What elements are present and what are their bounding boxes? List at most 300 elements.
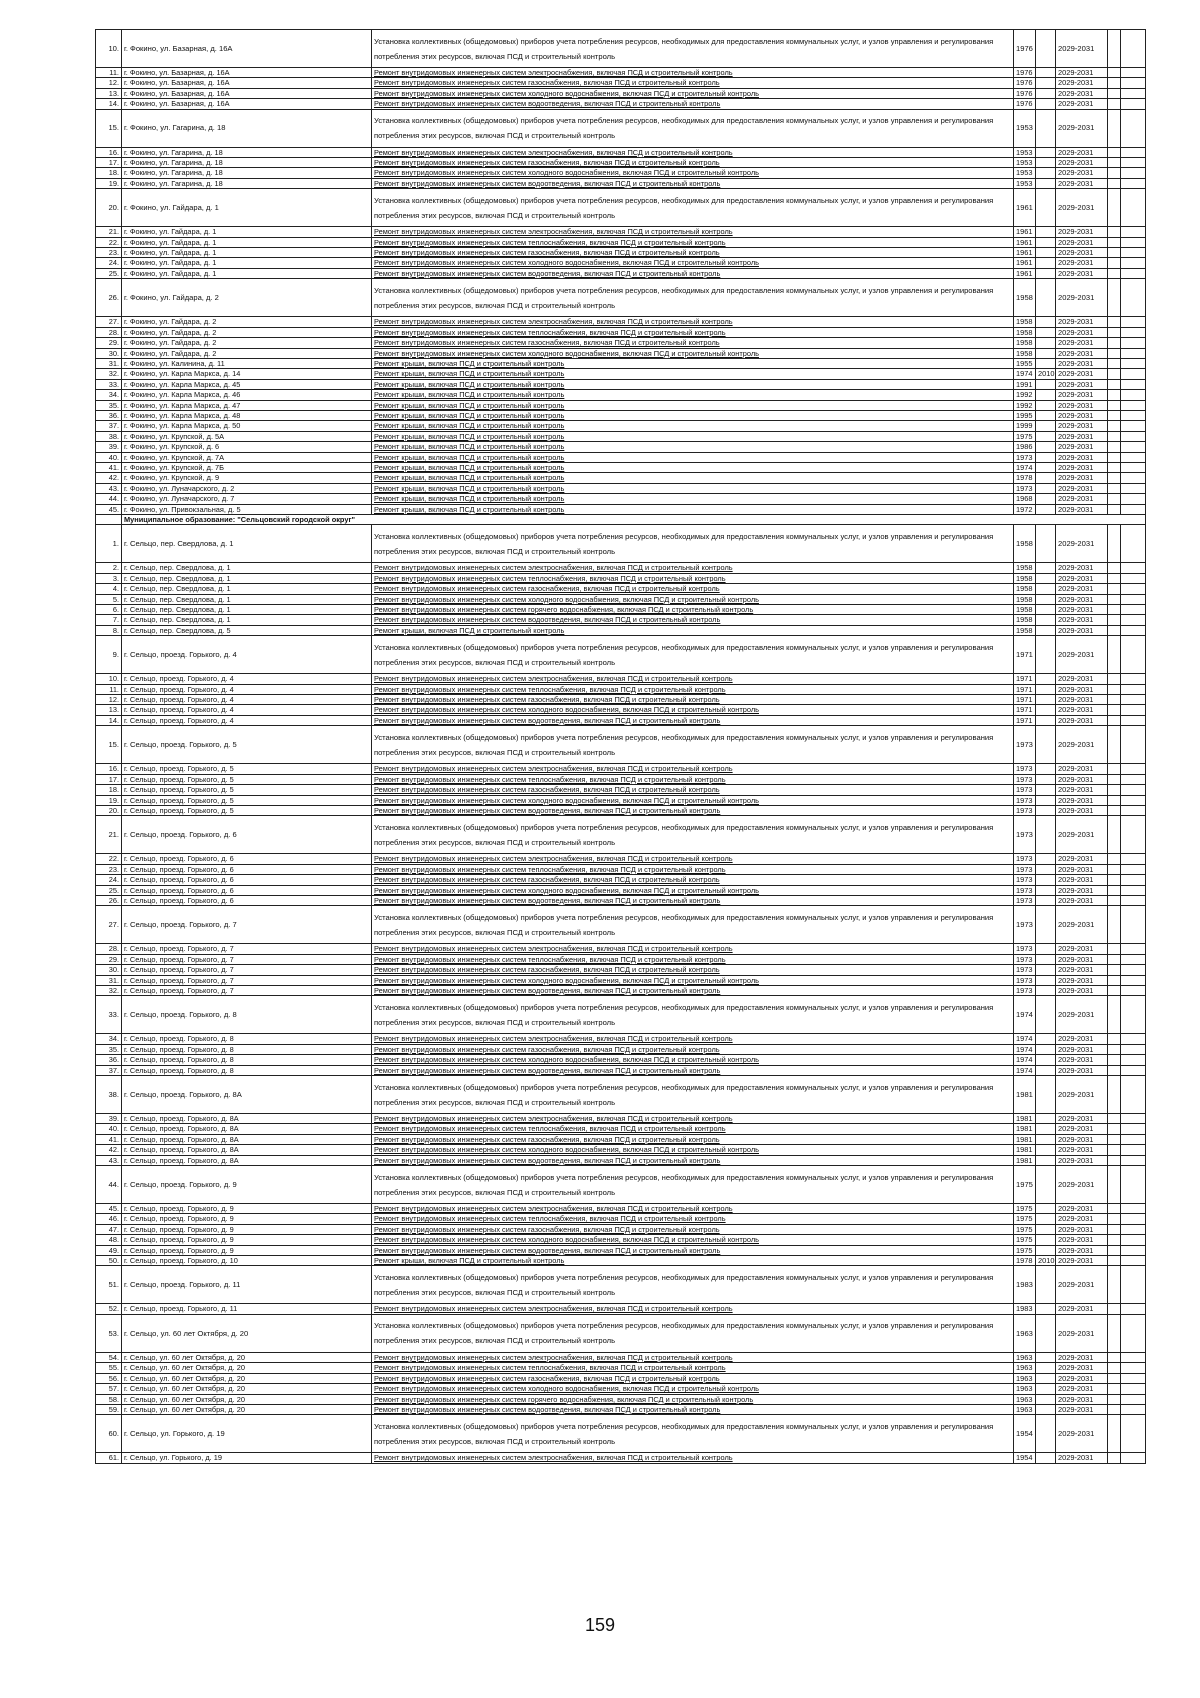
address-cell: г. Сельцо, проезд. Горького, д. 7 xyxy=(122,906,372,944)
empty-cell xyxy=(1108,1034,1121,1044)
last-repair-year-cell xyxy=(1036,1055,1056,1065)
work-type-cell: Установка коллективных (общедомовых) приборов учета потребления ресурсов, необходимых для предоставления коммунальных услуг, и узлов управления и регулирования потребления этих ресурсов, включая ПСД и строительный контроль xyxy=(372,1076,1014,1114)
commission-year-cell: 1958 xyxy=(1014,279,1036,317)
empty-cell xyxy=(1121,1245,1146,1255)
last-repair-year-cell xyxy=(1036,248,1056,258)
empty-cell xyxy=(1121,400,1146,410)
repair-period-cell: 2029-2031 xyxy=(1056,816,1108,854)
table-row xyxy=(96,975,1146,985)
row-number-cell: 51. xyxy=(96,1266,122,1304)
work-type-cell: Ремонт внутридомовых инженерных систем теплоснабжения, включая ПСД и строительный контроль xyxy=(372,1214,1014,1224)
commission-year-cell: 1976 xyxy=(1014,99,1036,109)
empty-cell xyxy=(1121,268,1146,278)
commission-year-cell: 1961 xyxy=(1014,237,1036,247)
commission-year-cell: 1973 xyxy=(1014,726,1036,764)
table-row xyxy=(96,1155,1146,1165)
repair-period-cell: 2029-2031 xyxy=(1056,1453,1108,1463)
empty-cell xyxy=(1121,109,1146,147)
address-cell: г. Сельцо, проезд. Горького, д. 5 xyxy=(122,785,372,795)
repair-period-cell: 2029-2031 xyxy=(1056,996,1108,1034)
commission-year-cell: 1975 xyxy=(1014,1166,1036,1204)
address-cell: г. Сельцо, проезд. Горького, д. 6 xyxy=(122,816,372,854)
row-number-cell: 45. xyxy=(96,504,122,514)
commission-year-cell: 1968 xyxy=(1014,494,1036,504)
empty-cell xyxy=(1121,816,1146,854)
repair-period-cell: 2029-2031 xyxy=(1056,410,1108,420)
last-repair-year-cell xyxy=(1036,944,1056,954)
table-row xyxy=(96,473,1146,483)
address-cell: г. Фокино, ул. Карла Маркса, д. 45 xyxy=(122,379,372,389)
commission-year-cell: 1973 xyxy=(1014,795,1036,805)
last-repair-year-cell xyxy=(1036,795,1056,805)
empty-cell xyxy=(1108,78,1121,88)
repair-period-cell: 2029-2031 xyxy=(1056,1114,1108,1124)
work-type-cell: Ремонт внутридомовых инженерных систем электроснабжения, включая ПСД и строительный контроль xyxy=(372,563,1014,573)
row-number-cell: 41. xyxy=(96,1134,122,1144)
address-cell: г. Сельцо, пер. Свердлова, д. 5 xyxy=(122,625,372,635)
empty-cell xyxy=(1108,1055,1121,1065)
address-cell: г. Фокино, ул. Гагарина, д. 18 xyxy=(122,168,372,178)
last-repair-year-cell xyxy=(1036,525,1056,563)
work-type-cell: Ремонт внутридомовых инженерных систем водоотведения, включая ПСД и строительный контроль xyxy=(372,715,1014,725)
commission-year-cell: 1961 xyxy=(1014,227,1036,237)
work-type-cell: Ремонт крыши, включая ПСД и строительный контроль xyxy=(372,473,1014,483)
table-row xyxy=(96,1363,1146,1373)
work-type-cell: Ремонт крыши, включая ПСД и строительный контроль xyxy=(372,369,1014,379)
work-type-cell: Ремонт внутридомовых инженерных систем горячего водоснабжения, включая ПСД и строительный контроль xyxy=(372,605,1014,615)
repair-period-cell: 2029-2031 xyxy=(1056,1044,1108,1054)
table-row xyxy=(96,906,1146,944)
empty-cell xyxy=(1108,30,1121,68)
work-type-cell: Ремонт крыши, включая ПСД и строительный контроль xyxy=(372,379,1014,389)
commission-year-cell: 1991 xyxy=(1014,379,1036,389)
empty-cell xyxy=(1121,1224,1146,1234)
row-number-cell: 24. xyxy=(96,258,122,268)
row-number-cell: 50. xyxy=(96,1256,122,1266)
commission-year-cell: 1973 xyxy=(1014,885,1036,895)
empty-cell xyxy=(1121,1034,1146,1044)
row-number-cell: 47. xyxy=(96,1224,122,1234)
repair-period-cell: 2029-2031 xyxy=(1056,944,1108,954)
empty-cell xyxy=(1121,227,1146,237)
empty-cell xyxy=(1108,875,1121,885)
empty-cell xyxy=(1108,1266,1121,1304)
row-number-cell: 12. xyxy=(96,695,122,705)
commission-year-cell: 1983 xyxy=(1014,1304,1036,1314)
row-number-cell: 34. xyxy=(96,390,122,400)
table-row xyxy=(96,764,1146,774)
last-repair-year-cell xyxy=(1036,473,1056,483)
table-row xyxy=(96,1076,1146,1114)
row-number-cell: 25. xyxy=(96,885,122,895)
repair-period-cell: 2029-2031 xyxy=(1056,473,1108,483)
commission-year-cell: 1954 xyxy=(1014,1415,1036,1453)
repair-period-cell: 2029-2031 xyxy=(1056,483,1108,493)
last-repair-year-cell xyxy=(1036,1453,1056,1463)
row-number-cell: 23. xyxy=(96,864,122,874)
address-cell: г. Фокино, ул. Луначарского, д. 7 xyxy=(122,494,372,504)
address-cell: г. Фокино, ул. Карла Маркса, д. 47 xyxy=(122,400,372,410)
address-cell: г. Фокино, ул. Карла Маркса, д. 50 xyxy=(122,421,372,431)
empty-cell xyxy=(1121,1145,1146,1155)
table-row xyxy=(96,431,1146,441)
table-row xyxy=(96,695,1146,705)
repair-period-cell: 2029-2031 xyxy=(1056,462,1108,472)
empty-cell xyxy=(1108,168,1121,178)
empty-cell xyxy=(1121,358,1146,368)
repair-period-cell: 2029-2031 xyxy=(1056,494,1108,504)
empty-cell xyxy=(1121,805,1146,815)
repair-period-cell: 2029-2031 xyxy=(1056,88,1108,98)
table-row xyxy=(96,1034,1146,1044)
row-number-cell: 60. xyxy=(96,1415,122,1453)
table-row xyxy=(96,715,1146,725)
empty-cell xyxy=(1108,327,1121,337)
empty-cell xyxy=(1108,1304,1121,1314)
last-repair-year-cell xyxy=(1036,1235,1056,1245)
empty-cell xyxy=(1108,1453,1121,1463)
table-row xyxy=(96,109,1146,147)
empty-cell xyxy=(1121,1055,1146,1065)
empty-cell xyxy=(1121,178,1146,188)
empty-cell xyxy=(1121,462,1146,472)
repair-period-cell: 2029-2031 xyxy=(1056,1363,1108,1373)
work-type-cell: Ремонт внутридомовых инженерных систем водоотведения, включая ПСД и строительный контроль xyxy=(372,99,1014,109)
work-type-cell: Ремонт внутридомовых инженерных систем электроснабжения, включая ПСД и строительный контроль xyxy=(372,1034,1014,1044)
work-type-cell: Ремонт внутридомовых инженерных систем водоотведения, включая ПСД и строительный контроль xyxy=(372,1155,1014,1165)
row-number-cell: 9. xyxy=(96,636,122,674)
table-row xyxy=(96,452,1146,462)
last-repair-year-cell xyxy=(1036,965,1056,975)
commission-year-cell: 1971 xyxy=(1014,715,1036,725)
last-repair-year-cell xyxy=(1036,1204,1056,1214)
empty-cell xyxy=(1108,605,1121,615)
last-repair-year-cell xyxy=(1036,178,1056,188)
empty-cell xyxy=(1121,279,1146,317)
row-number-cell: 11. xyxy=(96,68,122,78)
commission-year-cell: 1963 xyxy=(1014,1394,1036,1404)
work-type-cell: Ремонт внутридомовых инженерных систем водоотведения, включая ПСД и строительный контроль xyxy=(372,895,1014,905)
row-number-cell: 15. xyxy=(96,726,122,764)
last-repair-year-cell xyxy=(1036,168,1056,178)
row-number-cell: 5. xyxy=(96,594,122,604)
last-repair-year-cell xyxy=(1036,327,1056,337)
address-cell: г. Сельцо, пер. Свердлова, д. 1 xyxy=(122,525,372,563)
empty-cell xyxy=(1121,625,1146,635)
address-cell: г. Сельцо, проезд. Горького, д. 4 xyxy=(122,684,372,694)
row-number-cell: 35. xyxy=(96,400,122,410)
work-type-cell: Ремонт внутридомовых инженерных систем водоотведения, включая ПСД и строительный контроль xyxy=(372,615,1014,625)
last-repair-year-cell xyxy=(1036,1394,1056,1404)
empty-cell xyxy=(1121,317,1146,327)
last-repair-year-cell xyxy=(1036,906,1056,944)
commission-year-cell: 1975 xyxy=(1014,1214,1036,1224)
address-cell: г. Сельцо, проезд. Горького, д. 8 xyxy=(122,996,372,1034)
work-type-cell: Ремонт внутридомовых инженерных систем газоснабжения, включая ПСД и строительный контроль xyxy=(372,1373,1014,1383)
row-number-cell: 40. xyxy=(96,452,122,462)
table-row xyxy=(96,1055,1146,1065)
repair-period-cell: 2029-2031 xyxy=(1056,317,1108,327)
last-repair-year-cell xyxy=(1036,158,1056,168)
commission-year-cell: 1981 xyxy=(1014,1145,1036,1155)
empty-cell xyxy=(1108,805,1121,815)
commission-year-cell: 1958 xyxy=(1014,317,1036,327)
empty-cell xyxy=(1108,764,1121,774)
repair-period-cell: 2029-2031 xyxy=(1056,452,1108,462)
row-number-cell: 39. xyxy=(96,442,122,452)
empty-cell xyxy=(1108,1245,1121,1255)
table-row xyxy=(96,854,1146,864)
repair-period-cell: 2029-2031 xyxy=(1056,178,1108,188)
table-row xyxy=(96,358,1146,368)
row-number-cell: 37. xyxy=(96,1065,122,1075)
row-number-cell: 20. xyxy=(96,805,122,815)
work-type-cell: Установка коллективных (общедомовых) приборов учета потребления ресурсов, необходимых для предоставления коммунальных услуг, и узлов управления и регулирования потребления этих ресурсов, включая ПСД и строительный контроль xyxy=(372,996,1014,1034)
address-cell: г. Фокино, ул. Гайдара, д. 1 xyxy=(122,268,372,278)
empty-cell xyxy=(1108,816,1121,854)
empty-cell xyxy=(1108,442,1121,452)
empty-cell xyxy=(1121,615,1146,625)
row-number-cell: 52. xyxy=(96,1304,122,1314)
empty-cell xyxy=(1121,390,1146,400)
empty-cell xyxy=(1121,965,1146,975)
address-cell: г. Сельцо, проезд. Горького, д. 6 xyxy=(122,864,372,874)
table-row xyxy=(96,227,1146,237)
address-cell: г. Сельцо, ул. 60 лет Октября, д. 20 xyxy=(122,1373,372,1383)
row-number-cell: 37. xyxy=(96,421,122,431)
table-row xyxy=(96,605,1146,615)
row-number-cell: 43. xyxy=(96,483,122,493)
table-row xyxy=(96,594,1146,604)
empty-cell xyxy=(1108,68,1121,78)
address-cell: г. Фокино, ул. Гайдара, д. 1 xyxy=(122,237,372,247)
empty-cell xyxy=(1108,279,1121,317)
work-type-cell: Ремонт внутридомовых инженерных систем теплоснабжения, включая ПСД и строительный контроль xyxy=(372,684,1014,694)
empty-cell xyxy=(1108,1373,1121,1383)
row-number-cell: 59. xyxy=(96,1404,122,1414)
empty-cell xyxy=(1108,158,1121,168)
empty-cell xyxy=(1108,317,1121,327)
repair-period-cell: 2029-2031 xyxy=(1056,774,1108,784)
empty-cell xyxy=(1108,1114,1121,1124)
empty-cell xyxy=(1108,1314,1121,1352)
work-type-cell: Ремонт внутридомовых инженерных систем теплоснабжения, включая ПСД и строительный контроль xyxy=(372,864,1014,874)
empty-cell xyxy=(1108,1394,1121,1404)
table-row xyxy=(96,494,1146,504)
empty-cell xyxy=(1121,237,1146,247)
table-row xyxy=(96,1166,1146,1204)
last-repair-year-cell xyxy=(1036,674,1056,684)
row-number-cell: 14. xyxy=(96,99,122,109)
table-row xyxy=(96,774,1146,784)
address-cell: г. Сельцо, проезд. Горького, д. 7 xyxy=(122,944,372,954)
commission-year-cell: 1963 xyxy=(1014,1384,1036,1394)
table-row xyxy=(96,726,1146,764)
table-row xyxy=(96,248,1146,258)
repair-period-cell: 2029-2031 xyxy=(1056,327,1108,337)
repair-period-cell: 2029-2031 xyxy=(1056,1235,1108,1245)
repair-period-cell: 2029-2031 xyxy=(1056,1055,1108,1065)
row-number-cell: 12. xyxy=(96,78,122,88)
row-number-cell: 21. xyxy=(96,816,122,854)
address-cell: г. Сельцо, ул. Горького, д. 19 xyxy=(122,1415,372,1453)
work-type-cell: Ремонт внутридомовых инженерных систем газоснабжения, включая ПСД и строительный контроль xyxy=(372,1134,1014,1144)
table-row xyxy=(96,421,1146,431)
last-repair-year-cell xyxy=(1036,764,1056,774)
repair-period-cell: 2029-2031 xyxy=(1056,1166,1108,1204)
table-row xyxy=(96,178,1146,188)
last-repair-year-cell xyxy=(1036,1373,1056,1383)
address-cell: г. Сельцо, проезд. Горького, д. 9 xyxy=(122,1204,372,1214)
commission-year-cell: 1976 xyxy=(1014,88,1036,98)
table-row xyxy=(96,1114,1146,1124)
empty-cell xyxy=(1121,854,1146,864)
row-number-cell: 17. xyxy=(96,158,122,168)
work-type-cell: Ремонт внутридомовых инженерных систем электроснабжения, включая ПСД и строительный контроль xyxy=(372,944,1014,954)
last-repair-year-cell xyxy=(1036,573,1056,583)
empty-cell xyxy=(1108,1404,1121,1414)
row-number-cell: 44. xyxy=(96,494,122,504)
commission-year-cell: 1975 xyxy=(1014,1245,1036,1255)
table-row xyxy=(96,895,1146,905)
empty-cell xyxy=(1121,78,1146,88)
last-repair-year-cell xyxy=(1036,279,1056,317)
work-type-cell: Ремонт внутридомовых инженерных систем газоснабжения, включая ПСД и строительный контроль xyxy=(372,248,1014,258)
work-type-cell: Установка коллективных (общедомовых) приборов учета потребления ресурсов, необходимых для предоставления коммунальных услуг, и узлов управления и регулирования потребления этих ресурсов, включая ПСД и строительный контроль xyxy=(372,525,1014,563)
work-type-cell: Ремонт внутридомовых инженерных систем газоснабжения, включая ПСД и строительный контроль xyxy=(372,965,1014,975)
table-row xyxy=(96,1214,1146,1224)
commission-year-cell: 1974 xyxy=(1014,462,1036,472)
last-repair-year-cell xyxy=(1036,483,1056,493)
empty-cell xyxy=(1108,504,1121,514)
repair-period-cell: 2029-2031 xyxy=(1056,854,1108,864)
row-number-cell: 46. xyxy=(96,1214,122,1224)
work-type-cell: Ремонт внутридомовых инженерных систем электроснабжения, включая ПСД и строительный контроль xyxy=(372,674,1014,684)
row-number-cell: 10. xyxy=(96,674,122,684)
row-number-cell: 45. xyxy=(96,1204,122,1214)
empty-cell xyxy=(1121,1266,1146,1304)
work-type-cell: Ремонт крыши, включая ПСД и строительный контроль xyxy=(372,390,1014,400)
table-row xyxy=(96,625,1146,635)
last-repair-year-cell xyxy=(1036,268,1056,278)
table-row xyxy=(96,985,1146,995)
empty-cell xyxy=(1121,483,1146,493)
address-cell: г. Сельцо, проезд. Горького, д. 4 xyxy=(122,705,372,715)
row-number-cell: 22. xyxy=(96,237,122,247)
work-type-cell: Ремонт внутридомовых инженерных систем водоотведения, включая ПСД и строительный контроль xyxy=(372,268,1014,278)
commission-year-cell: 1974 xyxy=(1014,1034,1036,1044)
last-repair-year-cell xyxy=(1036,975,1056,985)
work-type-cell: Ремонт внутридомовых инженерных систем водоотведения, включая ПСД и строительный контроль xyxy=(372,178,1014,188)
table-row xyxy=(96,1453,1146,1463)
row-number-cell: 19. xyxy=(96,795,122,805)
address-cell: г. Сельцо, проезд. Горького, д. 4 xyxy=(122,636,372,674)
last-repair-year-cell xyxy=(1036,1245,1056,1255)
municipality-heading: Муниципальное образование: "Сельцовский городской округ" xyxy=(122,515,1146,525)
address-cell: г. Фокино, ул. Гайдара, д. 1 xyxy=(122,248,372,258)
empty-cell xyxy=(1108,965,1121,975)
work-type-cell: Ремонт внутридомовых инженерных систем газоснабжения, включая ПСД и строительный контроль xyxy=(372,1224,1014,1234)
last-repair-year-cell xyxy=(1036,442,1056,452)
row-number-cell: 30. xyxy=(96,348,122,358)
last-repair-year-cell xyxy=(1036,695,1056,705)
table-row xyxy=(96,1352,1146,1362)
row-number-cell: 30. xyxy=(96,965,122,975)
address-cell: г. Фокино, ул. Гайдара, д. 2 xyxy=(122,348,372,358)
empty-cell xyxy=(1108,358,1121,368)
commission-year-cell: 1958 xyxy=(1014,594,1036,604)
address-cell: г. Сельцо, ул. 60 лет Октября, д. 20 xyxy=(122,1314,372,1352)
empty-cell xyxy=(1121,1134,1146,1144)
empty-cell xyxy=(1108,400,1121,410)
table-row xyxy=(96,1224,1146,1234)
row-number-cell: 15. xyxy=(96,109,122,147)
row-number-cell: 53. xyxy=(96,1314,122,1352)
empty-cell xyxy=(1108,248,1121,258)
address-cell: г. Фокино, ул. Крупской, д. 7Б xyxy=(122,462,372,472)
repair-period-cell: 2029-2031 xyxy=(1056,726,1108,764)
table-row xyxy=(96,584,1146,594)
address-cell: г. Сельцо, проезд. Горького, д. 10 xyxy=(122,1256,372,1266)
table-row xyxy=(96,805,1146,815)
row-number-cell: 10. xyxy=(96,30,122,68)
empty-cell xyxy=(1121,636,1146,674)
last-repair-year-cell xyxy=(1036,494,1056,504)
empty-cell xyxy=(1121,99,1146,109)
empty-cell xyxy=(1108,410,1121,420)
empty-cell xyxy=(1121,1155,1146,1165)
commission-year-cell: 1986 xyxy=(1014,442,1036,452)
empty-cell xyxy=(1108,431,1121,441)
empty-cell xyxy=(1121,431,1146,441)
address-cell: г. Фокино, ул. Гайдара, д. 1 xyxy=(122,189,372,227)
empty-cell xyxy=(1108,1155,1121,1165)
empty-cell xyxy=(1121,525,1146,563)
address-cell: г. Фокино, ул. Гайдара, д. 1 xyxy=(122,258,372,268)
table-row xyxy=(96,379,1146,389)
repair-period-cell: 2029-2031 xyxy=(1056,1394,1108,1404)
empty-cell xyxy=(1121,504,1146,514)
table-row xyxy=(96,785,1146,795)
repair-period-cell: 2029-2031 xyxy=(1056,358,1108,368)
table-row xyxy=(96,348,1146,358)
address-cell: г. Сельцо, проезд. Горького, д. 11 xyxy=(122,1304,372,1314)
commission-year-cell: 1992 xyxy=(1014,390,1036,400)
work-type-cell: Ремонт внутридомовых инженерных систем водоотведения, включая ПСД и строительный контроль xyxy=(372,985,1014,995)
empty-cell xyxy=(1108,379,1121,389)
empty-cell xyxy=(1121,895,1146,905)
repair-period-cell: 2029-2031 xyxy=(1056,369,1108,379)
row-number-cell: 48. xyxy=(96,1235,122,1245)
address-cell: г. Фокино, ул. Гагарина, д. 18 xyxy=(122,178,372,188)
empty-cell xyxy=(1108,1352,1121,1362)
row-number-cell: 23. xyxy=(96,248,122,258)
commission-year-cell: 1976 xyxy=(1014,30,1036,68)
repair-period-cell: 2029-2031 xyxy=(1056,338,1108,348)
row-number-cell: 49. xyxy=(96,1245,122,1255)
address-cell: г. Сельцо, проезд. Горького, д. 6 xyxy=(122,895,372,905)
last-repair-year-cell xyxy=(1036,1114,1056,1124)
empty-cell xyxy=(1108,338,1121,348)
table-row xyxy=(96,147,1146,157)
work-type-cell: Установка коллективных (общедомовых) приборов учета потребления ресурсов, необходимых для предоставления коммунальных услуг, и узлов управления и регулирования потребления этих ресурсов, включая ПСД и строительный контроль xyxy=(372,30,1014,68)
repair-period-cell: 2029-2031 xyxy=(1056,109,1108,147)
repair-period-cell: 2029-2031 xyxy=(1056,258,1108,268)
empty-cell xyxy=(1121,442,1146,452)
empty-cell xyxy=(1108,1204,1121,1214)
empty-cell xyxy=(1121,1235,1146,1245)
repair-period-cell: 2029-2031 xyxy=(1056,147,1108,157)
